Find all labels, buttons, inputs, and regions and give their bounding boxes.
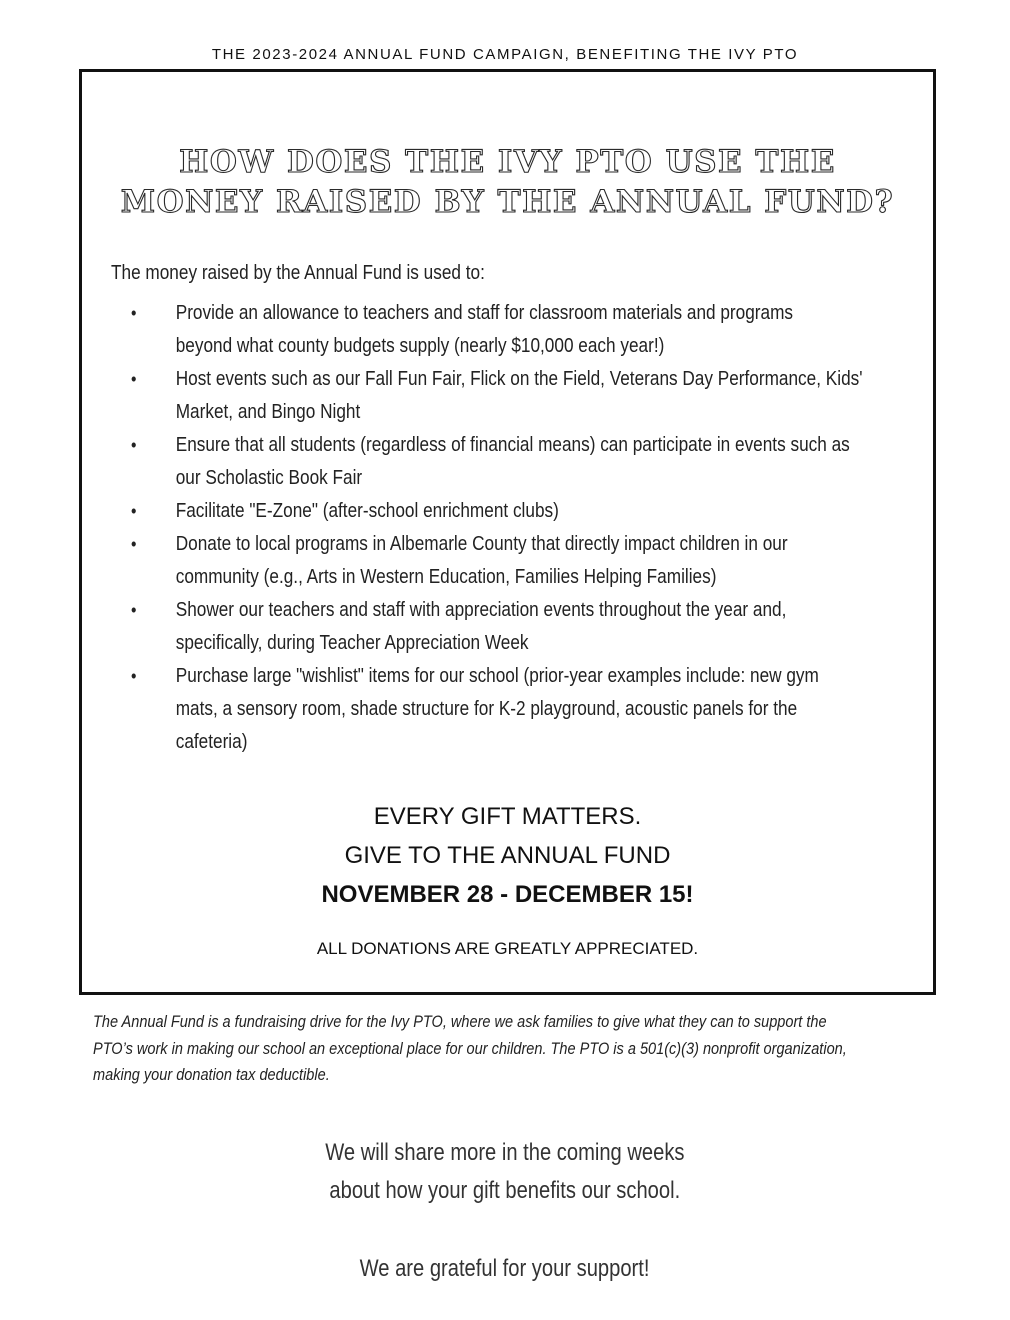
campaign-banner: THE 2023-2024 ANNUAL FUND CAMPAIGN, BENEFITING THE IVY PTO	[211, 46, 799, 63]
cta-line-2: GIVE TO THE ANNUAL FUND	[344, 842, 671, 869]
list-item: • Facilitate "E-Zone" (after-school enrichment clubs)	[131, 495, 871, 528]
bullet-icon: •	[131, 501, 137, 521]
bullet-icon: •	[131, 435, 137, 455]
intro-text: The money raised by the Annual Fund is used to:	[111, 262, 485, 284]
fund-description	[93, 1009, 933, 1089]
bullet-icon: •	[131, 600, 137, 620]
cta-line-1: EVERY GIFT MATTERS.	[373, 803, 642, 830]
headline	[82, 142, 933, 222]
closing-line-1: We will share more in the coming weeks	[325, 1139, 685, 1166]
bullet-icon: •	[131, 303, 137, 323]
list-item: • Shower our teachers and staff with appreciation events throughout the year and, specifically, during Teacher Appreciation Week	[131, 594, 871, 660]
list-item: • Host events such as our Fall Fun Fair, Flick on the Field, Veterans Day Performance, Kids' Market, and Bingo Night	[131, 363, 871, 429]
footnote-line-1: The Annual Fund is a fundraising drive for the Ivy PTO, where we ask families to give what they can to support the	[93, 1012, 827, 1031]
list-item: • Purchase large "wishlist" items for our school (prior-year examples include: new gym mats, a sensory room, shade structure for K-2 playground, acoustic panels for the cafeteria)	[131, 660, 871, 759]
bullet-icon: •	[131, 666, 137, 686]
info-box	[79, 69, 936, 995]
bullet-icon: •	[131, 534, 137, 554]
bullet-icon: •	[131, 369, 137, 389]
appreciation-note: ALL DONATIONS ARE GREATLY APPRECIATED.	[316, 939, 699, 958]
headline-line-1: HOW DOES THE IVY PTO USE THE	[179, 144, 836, 180]
list-item: • Provide an allowance to teachers and staff for classroom materials and programs beyond what county budgets supply (nearly $10,000 each year!)	[131, 297, 871, 363]
headline-line-2: MONEY RAISED BY THE ANNUAL FUND?	[120, 184, 895, 220]
cta-dates: NOVEMBER 28 - DECEMBER 15!	[321, 881, 694, 908]
list-item: • Donate to local programs in Albemarle County that directly impact children in our community (e.g., Arts in Western Education, Families Helping Families)	[131, 528, 871, 594]
call-to-action	[82, 797, 933, 914]
uses-list	[131, 297, 871, 759]
footnote-line-2: PTO’s work in making our school an exceptional place for our children. The PTO is a 501(c)(3) nonprofit organization,	[93, 1038, 847, 1058]
closing-thanks: We are grateful for your support!	[360, 1255, 650, 1282]
list-item: • Ensure that all students (regardless of financial means) can participate in events such as our Scholastic Book Fair	[131, 429, 871, 495]
closing-line-2: about how your gift benefits our school.	[329, 1177, 681, 1204]
footnote-line-3: making your donation tax deductible.	[93, 1065, 330, 1084]
